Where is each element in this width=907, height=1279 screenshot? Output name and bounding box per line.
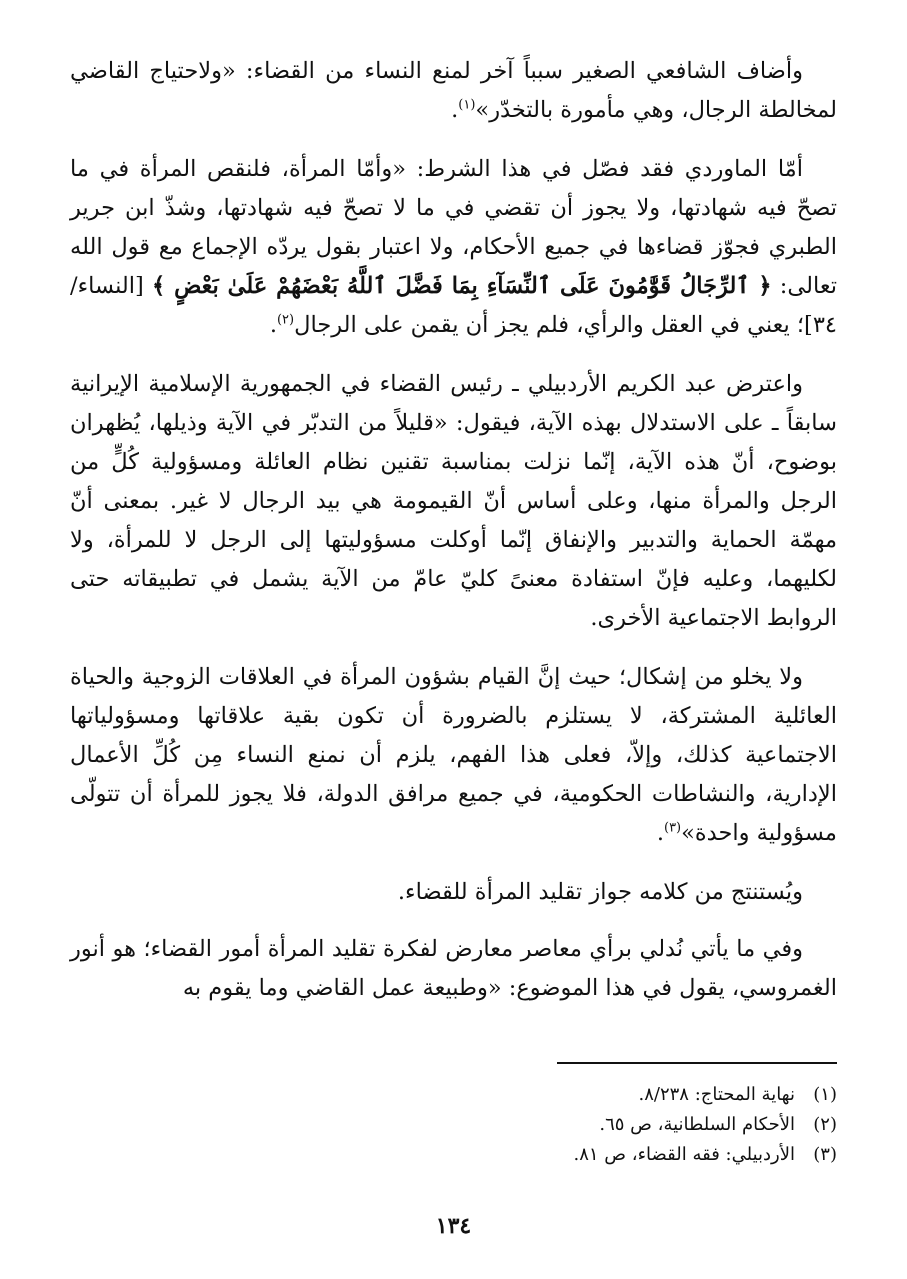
paragraph-text: ويُستنتج من كلامه جواز تقليد المرأة للقضاء.: [397, 879, 803, 905]
footnote-divider: [557, 1062, 837, 1064]
footnote-number: (١): [813, 1084, 837, 1105]
footnote-text: الأردبيلي: فقه القضاء، ص ٨١.: [573, 1144, 795, 1165]
paragraph-ardabili: [70, 365, 837, 638]
footnote-2: [557, 1110, 837, 1140]
paragraph-text: وأضاف الشافعي الصغير سبباً آخر لمنع النساء من القضاء: «ولاحتياج القاضي لمخالطة الرجال، وهي مأمورة بالتخدّر»: [70, 58, 837, 123]
footnote-3: [557, 1140, 837, 1170]
paragraph-text: واعترض عبد الكريم الأردبيلي ـ رئيس القضاء في الجمهورية الإسلامية الإيرانية سابقاً ـ على الاستدلال بهذه الآية، فيقول: «قليلاً من التدبّر في الآية وذيلها، يُظهران بوضوح، أنّ هذه الآية، إنّما نزلت بمناسبة تقنين نظام العائلة ومسؤولية كُلٍّ من الرجل والمرأة منها، وعلى أساس أنّ القيمومة هي بيد الرجال لا غير. بمعنى أنّ مهمّة الحماية والتدبير والإنفاق إنّما أوكلت مسؤوليتها إلى الرجل لا للمرأة، ولا لكليهما، وعليه فإنّ استفادة معنىً كليّ عامّ من الآية يشمل في تطبيقاته حتى الروابط الاجتماعية الأخرى.: [70, 371, 837, 631]
quran-verse: ﴿ ٱلرِّجَالُ قَوَّٰمُونَ عَلَى ٱلنِّسَآءِ بِمَا فَضَّلَ ٱللَّهُ بَعْضَهُمْ عَلَىٰ بَعْضٍ ﴾: [151, 273, 772, 299]
footnotes: [557, 1062, 837, 1170]
paragraph-text: وفي ما يأتي نُدلي برأي معاصر معارض لفكرة تقليد المرأة أمور القضاء؛ هو أنور الغمروسي، يقول في هذا الموضوع: «وطبيعة عمل القاضي وما يقوم به: [70, 936, 837, 1001]
paragraph-shafii: [70, 52, 837, 130]
paragraph-end: .: [451, 97, 459, 123]
footnote-1: [557, 1080, 837, 1110]
footnote-ref-3[interactable]: (٣): [663, 820, 682, 836]
footnote-ref-2[interactable]: (٢): [276, 312, 295, 328]
paragraph-mawardi: [70, 150, 837, 345]
footnote-text: الأحكام السلطانية، ص ٦٥.: [599, 1114, 795, 1135]
paragraph-end: .: [656, 820, 664, 846]
footnote-number: (٢): [813, 1114, 837, 1135]
paragraph-end: .: [269, 312, 277, 338]
verse-citation: [النساء/ ٣٤]؛ يعني في العقل والرأي، فلم يجز أن يقمن على الرجال: [70, 273, 837, 338]
footnote-text: نهاية المحتاج: ٨/٢٣٨.: [638, 1084, 795, 1105]
page-number: ١٣٤: [435, 1213, 472, 1239]
paragraph-conclusion: [70, 873, 837, 912]
footnote-number: (٣): [813, 1144, 837, 1165]
paragraph-text: أمّا الماوردي فقد فصّل في هذا الشرط: «وأمّا المرأة، فلنقص المرأة في ما تصحّ فيه شهادتها، ولا يجوز أن تقضي في ما لا تصحّ فيه شهادتها، وشذّ ابن جرير الطبري فجوّز قضاءها في جميع الأحكام، ولا اعتبار بقول يردّه الإجماع مع قول الله تعالى:: [70, 156, 837, 299]
paragraph-objection: [70, 658, 837, 853]
page-body: [70, 52, 837, 1028]
paragraph-text: ولا يخلو من إشكال؛ حيث إنَّ القيام بشؤون المرأة في العلاقات الزوجية والحياة العائلية المشتركة، لا يستلزم بالضرورة أن تكون بقية علاقاتها ومسؤولياتها الاجتماعية كذلك، وإلاّ، فعلى هذا الفهم، يلزم أن نمنع النساء مِن كُلِّ الأعمال الإدارية، والنشاطات الحكومية، في جميع مرافق الدولة، فلا يجوز للمرأة أن تتولّى مسؤولية واحدة»: [70, 664, 837, 846]
paragraph-ghamrousi: [70, 930, 837, 1008]
footnote-ref-1[interactable]: (١): [458, 97, 476, 113]
